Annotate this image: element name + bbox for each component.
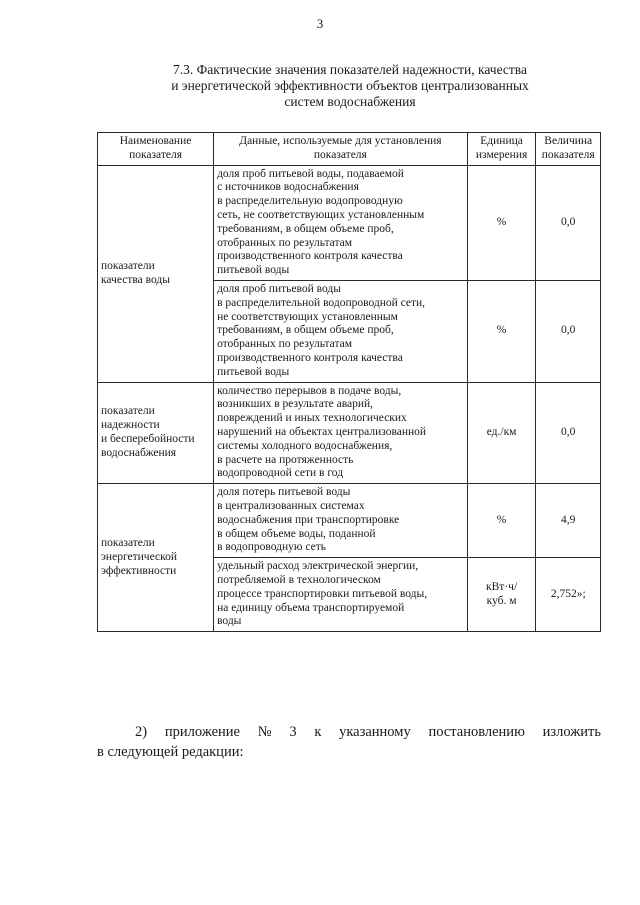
indicator-unit — [467, 165, 536, 280]
indicator-value: 0,0 — [536, 382, 601, 484]
cell-line: % — [496, 324, 507, 337]
cell-line: в распределительной водопроводной сети, — [217, 296, 426, 309]
indicator-unit — [467, 382, 536, 484]
indicator-unit — [467, 484, 536, 558]
cell-line: возникших в результате аварий, — [217, 398, 374, 411]
cell-line: в расчете на протяженность — [217, 453, 354, 466]
cell-line: сеть, не соответствующих установленным — [217, 208, 425, 221]
indicator-description — [214, 165, 468, 280]
cell-line: удельный расход электрической энергии, — [217, 560, 419, 573]
cell-line: показатели — [101, 259, 155, 272]
indicator-value: 4,9 — [536, 484, 601, 558]
indicator-value: 0,0 — [536, 165, 601, 280]
cell-line: энергетической — [101, 550, 177, 563]
cell-line: производственного контроля качества — [217, 351, 403, 364]
indicator-description — [214, 558, 468, 632]
header-indicator-name: Наименование показателя — [98, 133, 214, 166]
amendment-word: изложить — [542, 724, 601, 740]
cell-line: кВт·ч/ — [486, 580, 518, 593]
cell-line: ед./км — [486, 425, 517, 438]
amendment-line: в следующей редакции: — [97, 744, 244, 760]
amendment-word: 2) — [135, 724, 148, 740]
cell-line: водопроводной сети в год — [217, 467, 344, 480]
cell-line: эффективности — [101, 564, 177, 577]
cell-line: доля проб питьевой воды, подаваемой — [217, 167, 404, 180]
cell-line: % — [496, 215, 507, 228]
cell-line: не соответствующих установленным — [217, 310, 398, 323]
cell-line: системы холодного водоснабжения, — [217, 439, 393, 452]
cell-line: доля проб питьевой воды — [217, 282, 341, 295]
table-header-row — [98, 133, 601, 166]
indicator-unit — [467, 558, 536, 632]
cell-line: и бесперебойности — [101, 432, 195, 445]
cell-line: в централизованных системах — [217, 499, 365, 512]
amendment-line — [97, 722, 601, 742]
cell-line: процессе транспортировки питьевой воды, — [217, 587, 428, 600]
section-title-line: и энергетической эффективности объектов централизованных — [171, 78, 529, 93]
cell-line: нарушений на объектах централизованной — [217, 425, 427, 438]
indicator-value: 0,0 — [536, 280, 601, 382]
amendment-word: № — [257, 724, 272, 740]
cell-line: количество перерывов в подаче воды, — [217, 384, 402, 397]
cell-line: куб. м — [486, 594, 517, 607]
amendment-word: приложение — [164, 724, 240, 740]
cell-line: с источников водоснабжения — [217, 181, 359, 194]
amendment-word: 3 — [289, 724, 297, 740]
cell-line: требованиям, в общем объеме проб, — [217, 324, 394, 337]
cell-line: надежности — [101, 419, 160, 432]
table-row — [98, 165, 601, 280]
indicator-group-name — [98, 484, 214, 632]
indicator-description — [214, 484, 468, 558]
cell-line: повреждений и иных технологических — [217, 412, 407, 425]
indicators-table — [97, 132, 601, 632]
indicator-description — [214, 382, 468, 484]
section-title-line: систем водоснабжения — [284, 94, 416, 109]
indicator-value: 2,752»; — [536, 558, 601, 632]
cell-line: в водопроводную сеть — [217, 541, 327, 554]
cell-line: воды — [217, 615, 242, 628]
header-value: Величина показателя — [536, 133, 601, 166]
cell-line: потребляемой в технологическом — [217, 573, 381, 586]
page-number: 3 — [316, 16, 324, 31]
table-row — [98, 382, 601, 484]
cell-line: производственного контроля качества — [217, 250, 403, 263]
cell-line: в общем объеме воды, поданной — [217, 527, 376, 540]
amendment-paragraph — [97, 722, 601, 762]
indicator-unit — [467, 280, 536, 382]
cell-line: водоснабжения — [101, 446, 177, 459]
amendment-word: к — [314, 724, 322, 740]
table-body — [98, 165, 601, 632]
cell-line: % — [496, 513, 507, 526]
section-title-line: 7.3. Фактические значения показателей надежности, качества — [173, 62, 527, 77]
amendment-word: постановлению — [428, 724, 525, 740]
cell-line: питьевой воды — [217, 264, 290, 277]
cell-line: показатели — [101, 405, 155, 418]
cell-line: качества воды — [101, 273, 170, 286]
cell-line: на единицу объема транспортируемой — [217, 601, 405, 614]
cell-line: доля потерь питьевой воды — [217, 486, 351, 499]
amendment-word: указанному — [339, 724, 411, 740]
cell-line: требованиям, в общем объеме проб, — [217, 222, 394, 235]
table-row — [98, 484, 601, 558]
section-title — [100, 62, 600, 110]
cell-line: отобранных по результатам — [217, 338, 353, 351]
cell-line: водоснабжения при транспортировке — [217, 513, 400, 526]
cell-line: отобранных по результатам — [217, 236, 353, 249]
indicator-group-name — [98, 165, 214, 382]
cell-line: питьевой воды — [217, 365, 290, 378]
header-data-used: Данные, используемые для установления показателя — [214, 133, 468, 166]
indicator-description — [214, 280, 468, 382]
cell-line: показатели — [101, 536, 155, 549]
cell-line: в распределительную водопроводную — [217, 195, 403, 208]
indicator-group-name — [98, 382, 214, 484]
header-unit: Единица измерения — [467, 133, 536, 166]
